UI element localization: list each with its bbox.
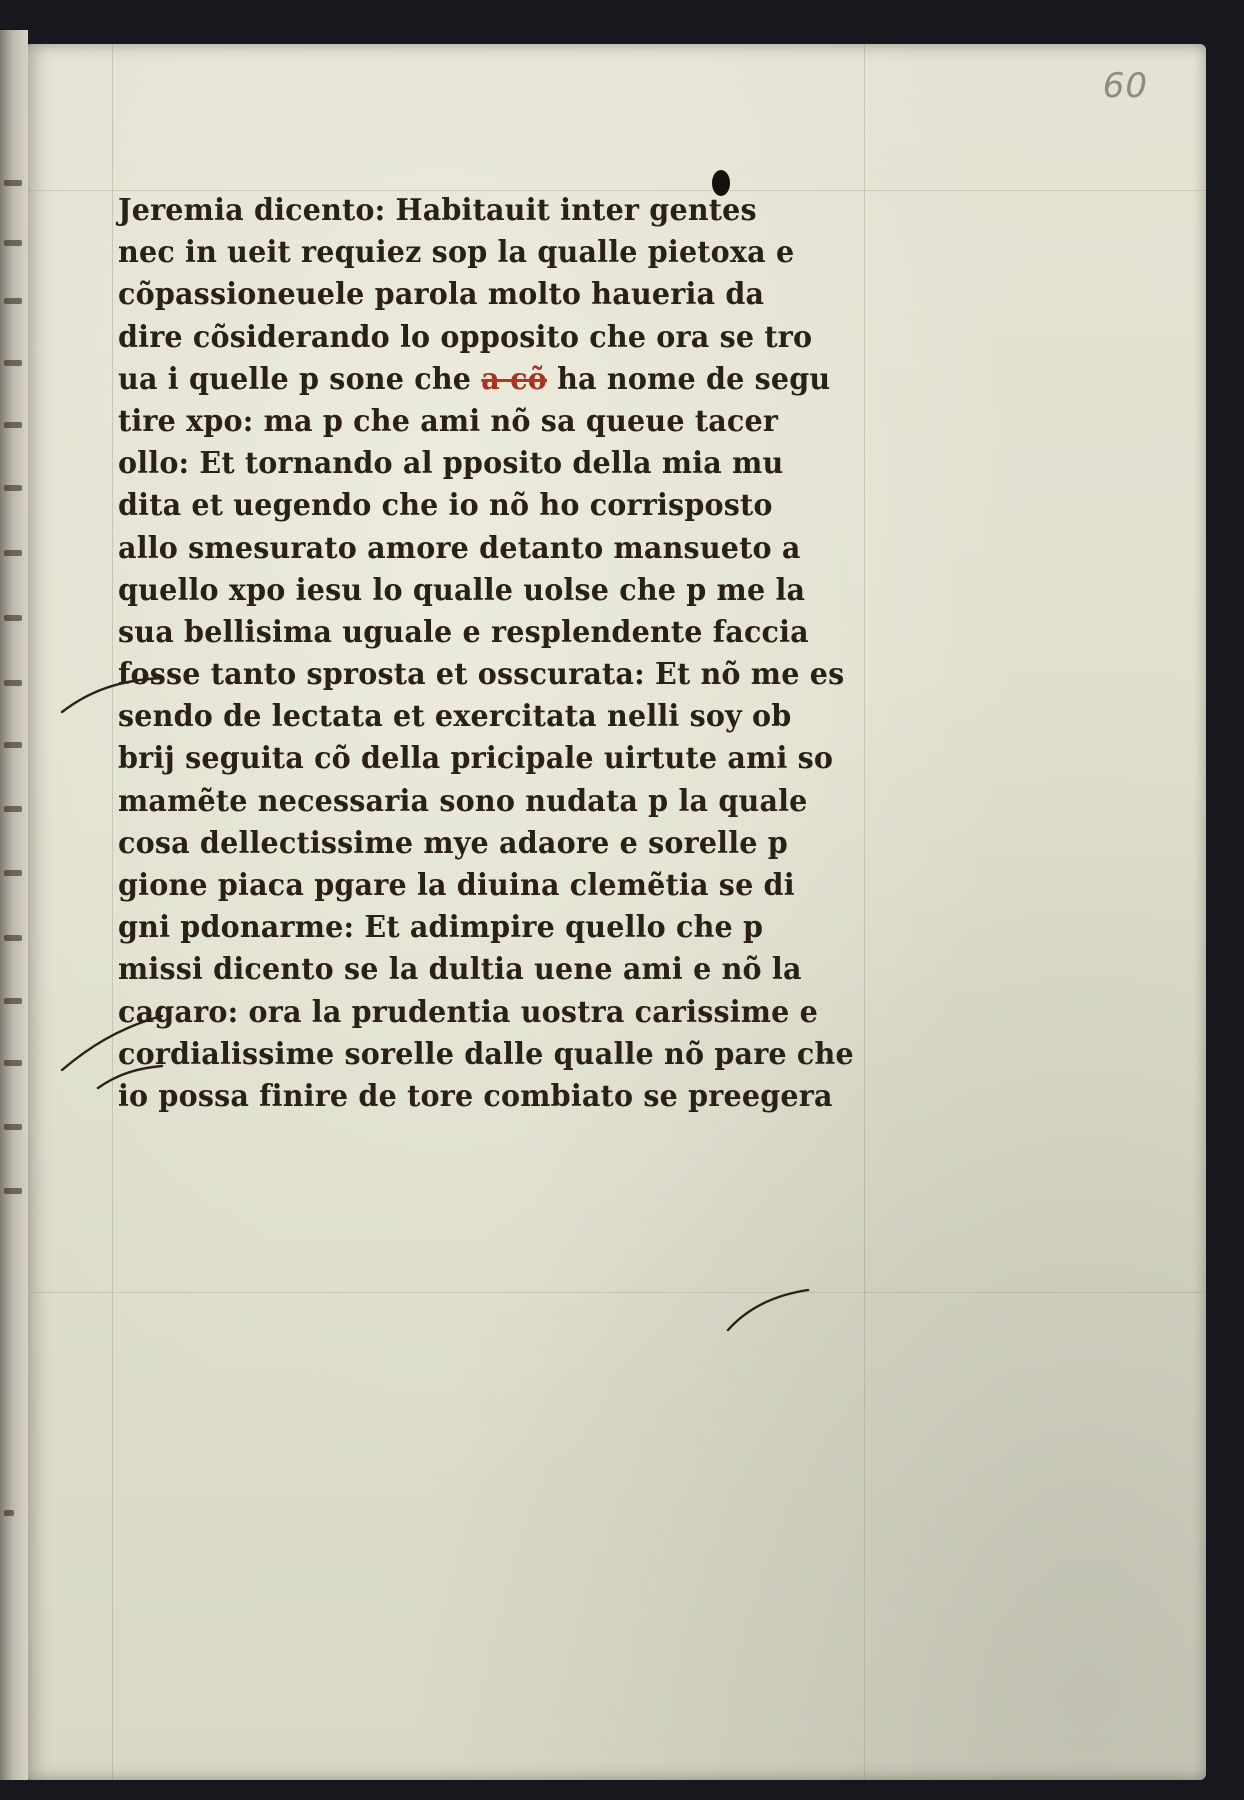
- text-line-segment: ha nome de segu: [546, 361, 831, 397]
- text-line: io possa finire de tore combiato se preegera: [118, 1078, 833, 1114]
- text-line: quello xpo iesu lo qualle uolse che p me la: [118, 572, 806, 608]
- text-line: mamẽte necessaria sono nudata p la quale: [118, 783, 808, 819]
- manuscript-page: [28, 44, 1206, 1780]
- main-text-block: [118, 190, 948, 1118]
- text-line: gni pdonarme: Et adimpire quello che p: [118, 910, 764, 946]
- text-line: missi dicento se la dultia uene ami e nõ la: [118, 952, 802, 988]
- text-line: cordialissime sorelle dalle qualle nõ pare che: [118, 1036, 854, 1072]
- text-line: dire cõsiderando lo opposito che ora se tro: [118, 319, 813, 355]
- rubricated-deletion: a cõ: [481, 361, 547, 397]
- text-line: cosa dellectissime mye adaore e sorelle p: [118, 825, 788, 861]
- facing-page-edge: [0, 30, 28, 1780]
- ruling-line-bottom: [28, 1292, 1206, 1293]
- descender-flourish: [724, 1276, 814, 1336]
- text-line: gione piaca pgare la diuina clemẽtia se di: [118, 868, 795, 903]
- text-line: ollo: Et tornando al pposito della mia mu: [118, 446, 784, 482]
- ruling-line-left: [112, 44, 113, 1780]
- text-line: cõpassioneuele parola molto haueria da: [118, 277, 765, 313]
- text-line: cagaro: ora la prudentia uostra carissime e: [118, 994, 819, 1030]
- text-line: sendo de lectata et exercitata nelli soy ob: [118, 699, 792, 735]
- text-line: brij seguita cõ della pricipale uirtute ami so: [118, 741, 834, 777]
- text-line: Jeremia dicento: Habitauit inter gentes: [118, 193, 757, 228]
- text-line: [118, 359, 908, 401]
- text-line: fosse tanto sprosta et osscurata: Et nõ me es: [118, 657, 845, 693]
- paragraph-flourish: [58, 664, 168, 724]
- paragraph-flourish: [58, 1004, 168, 1094]
- text-line: allo smesurato amore detanto mansueto a: [118, 530, 801, 566]
- folio-number: 60: [1102, 66, 1148, 106]
- text-line: dita et uegendo che io nõ ho corrisposto: [118, 488, 773, 524]
- text-line: nec in ueit requiez sop la qualle pietoxa e: [118, 235, 795, 271]
- text-line: sua bellisima uguale e resplendente faccia: [118, 614, 809, 650]
- text-line-segment: ua i quelle p sone che: [118, 361, 482, 397]
- text-line: tire xpo: ma p che ami nõ sa queue tacer: [118, 403, 779, 439]
